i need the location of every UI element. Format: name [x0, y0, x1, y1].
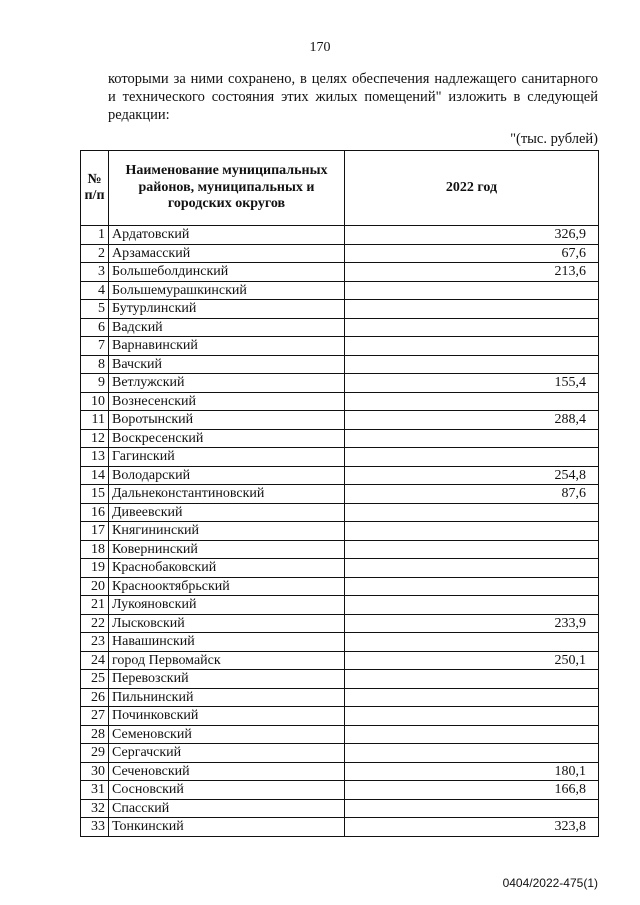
row-value: 67,6: [345, 244, 599, 263]
row-number: 32: [81, 799, 109, 818]
row-number: 33: [81, 818, 109, 837]
row-name: Володарский: [109, 466, 345, 485]
row-value: [345, 337, 599, 356]
row-number: 17: [81, 522, 109, 541]
row-name: Навашинский: [109, 633, 345, 652]
header-name: Наименование муниципальных районов, муниципальных и городских округов: [109, 151, 345, 226]
table-row: [81, 614, 599, 633]
table-row: [81, 355, 599, 374]
row-number: 9: [81, 374, 109, 393]
table-row: [81, 688, 599, 707]
row-number: 13: [81, 448, 109, 467]
row-value: [345, 355, 599, 374]
row-number: 28: [81, 725, 109, 744]
row-value: [345, 670, 599, 689]
row-name: Ковернинский: [109, 540, 345, 559]
header-num: № п/п: [81, 151, 109, 226]
row-name: Перевозский: [109, 670, 345, 689]
row-name: Сеченовский: [109, 762, 345, 781]
row-value: [345, 318, 599, 337]
row-name: Ветлужский: [109, 374, 345, 393]
table-row: [81, 485, 599, 504]
table-row: [81, 374, 599, 393]
table-row: [81, 744, 599, 763]
row-number: 6: [81, 318, 109, 337]
row-name: Воскресенский: [109, 429, 345, 448]
row-name: Починковский: [109, 707, 345, 726]
row-name: Вачский: [109, 355, 345, 374]
row-value: 213,6: [345, 263, 599, 282]
row-value: [345, 688, 599, 707]
row-value: 87,6: [345, 485, 599, 504]
row-name: Дальнеконстантиновский: [109, 485, 345, 504]
table-row: [81, 300, 599, 319]
table-row: [81, 503, 599, 522]
table-row: [81, 392, 599, 411]
row-name: Пильнинский: [109, 688, 345, 707]
table-row: [81, 707, 599, 726]
row-name: Семеновский: [109, 725, 345, 744]
table-row: [81, 540, 599, 559]
table-row: [81, 281, 599, 300]
table-row: [81, 448, 599, 467]
row-name: Спасский: [109, 799, 345, 818]
row-name: Вадский: [109, 318, 345, 337]
row-value: [345, 522, 599, 541]
table-row: [81, 559, 599, 578]
row-name: Варнавинский: [109, 337, 345, 356]
row-value: [345, 596, 599, 615]
row-number: 11: [81, 411, 109, 430]
table-row: [81, 263, 599, 282]
row-value: 326,9: [345, 226, 599, 245]
row-number: 22: [81, 614, 109, 633]
document-code: 0404/2022-475(1): [502, 876, 598, 890]
table-row: [81, 781, 599, 800]
row-value: [345, 799, 599, 818]
row-number: 30: [81, 762, 109, 781]
row-value: [345, 281, 599, 300]
row-value: [345, 448, 599, 467]
row-value: [345, 707, 599, 726]
table-row: [81, 466, 599, 485]
header-year: 2022 год: [345, 151, 599, 226]
row-value: [345, 540, 599, 559]
table-row: [81, 725, 599, 744]
row-number: 2: [81, 244, 109, 263]
row-value: [345, 725, 599, 744]
row-number: 29: [81, 744, 109, 763]
row-name: Воротынский: [109, 411, 345, 430]
row-value: [345, 392, 599, 411]
row-number: 19: [81, 559, 109, 578]
row-name: город Первомайск: [109, 651, 345, 670]
row-number: 7: [81, 337, 109, 356]
row-number: 27: [81, 707, 109, 726]
table-row: [81, 244, 599, 263]
row-name: Краснооктябрьский: [109, 577, 345, 596]
row-name: Большеболдинский: [109, 263, 345, 282]
row-value: 323,8: [345, 818, 599, 837]
table-body: [81, 226, 599, 837]
row-name: Краснобаковский: [109, 559, 345, 578]
row-value: 254,8: [345, 466, 599, 485]
row-name: Бутурлинский: [109, 300, 345, 319]
row-value: [345, 429, 599, 448]
row-number: 4: [81, 281, 109, 300]
table-row: [81, 226, 599, 245]
row-number: 26: [81, 688, 109, 707]
row-value: 233,9: [345, 614, 599, 633]
table-row: [81, 633, 599, 652]
table-row: [81, 318, 599, 337]
row-value: 180,1: [345, 762, 599, 781]
row-number: 20: [81, 577, 109, 596]
table-row: [81, 337, 599, 356]
row-name: Лысковский: [109, 614, 345, 633]
row-number: 12: [81, 429, 109, 448]
row-value: 250,1: [345, 651, 599, 670]
table-row: [81, 522, 599, 541]
row-number: 24: [81, 651, 109, 670]
table-header-row: [81, 151, 599, 226]
budget-table: [80, 150, 599, 837]
table-row: [81, 411, 599, 430]
row-name: Вознесенский: [109, 392, 345, 411]
row-value: [345, 559, 599, 578]
row-name: Арзамасский: [109, 244, 345, 263]
row-number: 23: [81, 633, 109, 652]
row-value: [345, 577, 599, 596]
row-number: 14: [81, 466, 109, 485]
row-name: Сосновский: [109, 781, 345, 800]
row-name: Дивеевский: [109, 503, 345, 522]
row-value: [345, 633, 599, 652]
row-number: 25: [81, 670, 109, 689]
row-number: 10: [81, 392, 109, 411]
row-value: [345, 744, 599, 763]
table-row: [81, 670, 599, 689]
row-number: 3: [81, 263, 109, 282]
row-number: 21: [81, 596, 109, 615]
row-value: [345, 300, 599, 319]
table-row: [81, 596, 599, 615]
row-value: 166,8: [345, 781, 599, 800]
row-name: Княгининский: [109, 522, 345, 541]
row-value: 155,4: [345, 374, 599, 393]
row-number: 5: [81, 300, 109, 319]
row-name: Тонкинский: [109, 818, 345, 837]
table-row: [81, 762, 599, 781]
row-number: 15: [81, 485, 109, 504]
row-number: 31: [81, 781, 109, 800]
row-name: Лукояновский: [109, 596, 345, 615]
row-value: [345, 503, 599, 522]
row-number: 16: [81, 503, 109, 522]
row-number: 18: [81, 540, 109, 559]
page-number: 170: [309, 40, 331, 55]
row-number: 8: [81, 355, 109, 374]
table-row: [81, 799, 599, 818]
table-row: [81, 577, 599, 596]
row-name: Гагинский: [109, 448, 345, 467]
table-row: [81, 429, 599, 448]
row-name: Ардатовский: [109, 226, 345, 245]
row-name: Сергачский: [109, 744, 345, 763]
table-row: [81, 818, 599, 837]
table-row: [81, 651, 599, 670]
unit-note: "(тыс. рублей): [510, 131, 598, 147]
row-value: 288,4: [345, 411, 599, 430]
row-name: Большемурашкинский: [109, 281, 345, 300]
intro-paragraph: которыми за ними сохранено, в целях обеспечения надлежащего санитарного и технического состояния этих жилых помещений" изложить в следующей редакции:: [108, 71, 598, 123]
row-number: 1: [81, 226, 109, 245]
